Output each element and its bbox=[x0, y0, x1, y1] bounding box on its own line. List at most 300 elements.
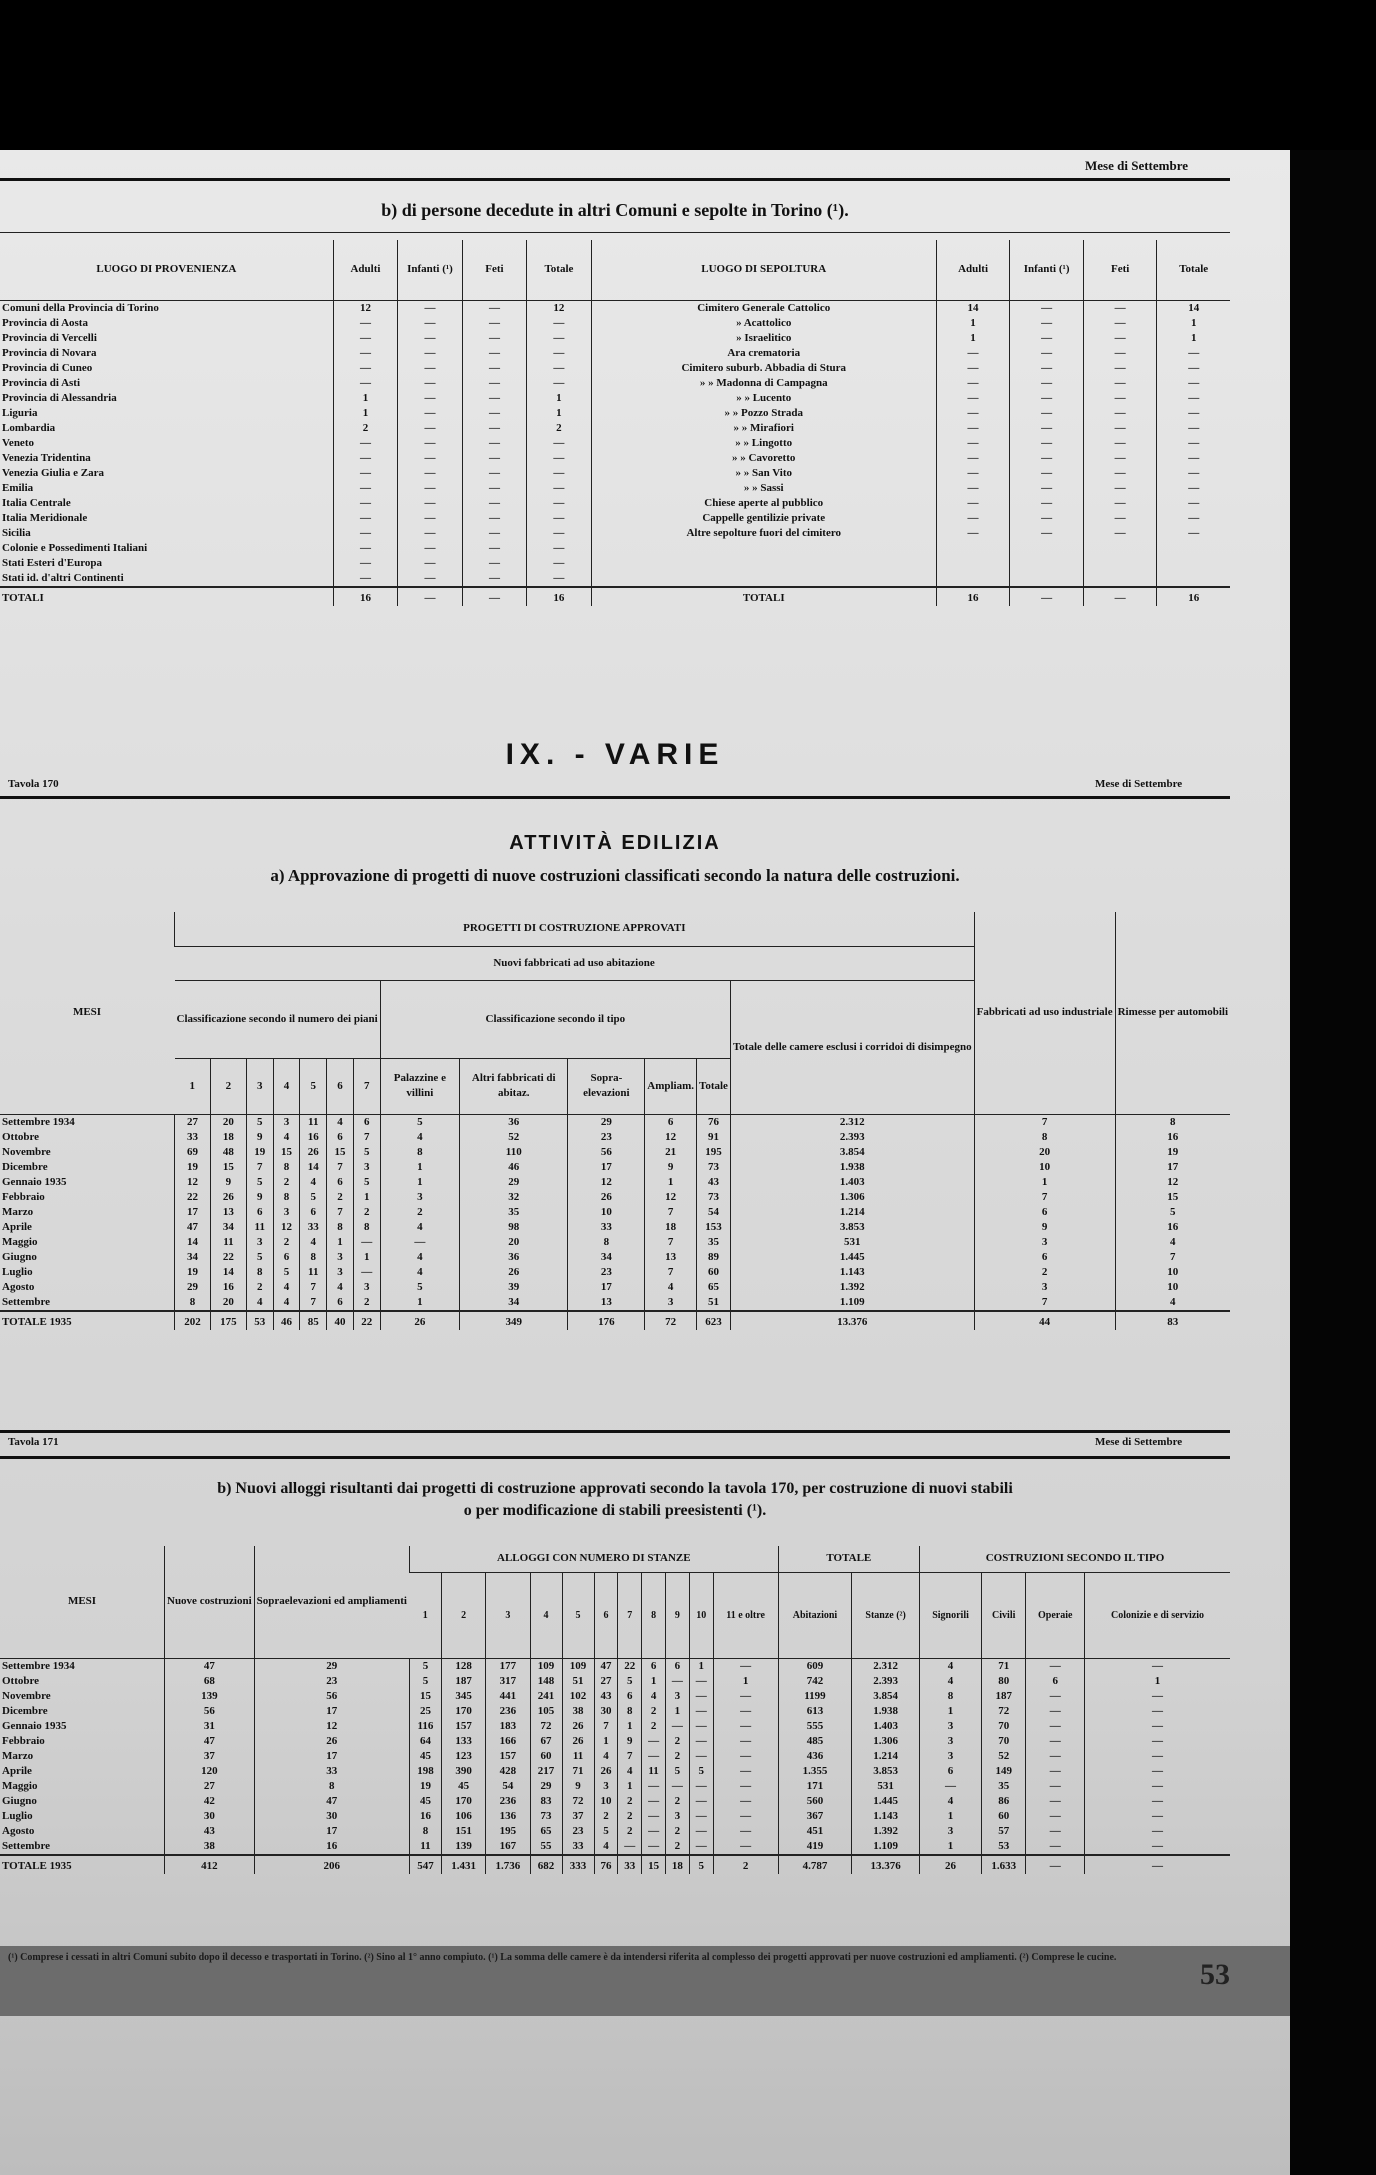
table-cell: — bbox=[527, 556, 591, 571]
table-cell: 5 bbox=[353, 1175, 380, 1190]
table-cell: 206 bbox=[254, 1855, 409, 1874]
table-cell: 32 bbox=[460, 1190, 568, 1205]
table-cell: 30 bbox=[165, 1809, 255, 1824]
tavola-171-month: Mese di Settembre bbox=[1095, 1436, 1183, 1448]
col-fetuses-2: Feti bbox=[1083, 240, 1157, 300]
table-cell: 560 bbox=[778, 1794, 852, 1809]
table-cell: Sicilia bbox=[2, 526, 31, 539]
table-cell: — bbox=[527, 436, 591, 451]
subhead-cell: 5 bbox=[300, 1058, 327, 1114]
table-cell: 3.853 bbox=[852, 1764, 920, 1779]
table-cell: 10 bbox=[1115, 1280, 1230, 1295]
table-row bbox=[0, 511, 1230, 526]
table-cell: 83 bbox=[1115, 1311, 1230, 1330]
table-cell: — bbox=[1085, 1839, 1230, 1855]
table-cell: 7 bbox=[594, 1719, 618, 1734]
table-cell: — bbox=[1010, 436, 1084, 451]
table-cell: 139 bbox=[165, 1689, 255, 1704]
table-cell: 123 bbox=[441, 1749, 485, 1764]
table-row bbox=[0, 1175, 1230, 1190]
table-row bbox=[0, 1824, 1230, 1839]
table-cell: 17 bbox=[1115, 1160, 1230, 1175]
table-cell: 4 bbox=[594, 1839, 618, 1855]
subhead-cell: 7 bbox=[353, 1058, 380, 1114]
table-cell: 17 bbox=[568, 1280, 645, 1295]
table-cell: 149 bbox=[982, 1764, 1026, 1779]
table-cell: 11 bbox=[642, 1764, 666, 1779]
table-cell: 17 bbox=[254, 1704, 409, 1719]
table-cell: 183 bbox=[486, 1719, 530, 1734]
table-cell: — bbox=[333, 526, 397, 541]
table-cell: 3 bbox=[594, 1779, 618, 1794]
table-cell: 5 bbox=[353, 1145, 380, 1160]
table-cell: Provincia di Novara bbox=[2, 346, 97, 359]
table-cell: 1 bbox=[642, 1674, 666, 1689]
table-cell: Altre sepolture fuori del cimitero bbox=[591, 526, 936, 541]
table-cell: 10 bbox=[568, 1205, 645, 1220]
table-cell: — bbox=[713, 1809, 778, 1824]
table-cell: — bbox=[1010, 526, 1084, 541]
table-cell: — bbox=[1085, 1689, 1230, 1704]
table-cell: — bbox=[642, 1809, 666, 1824]
table-cell: — bbox=[527, 571, 591, 587]
subhead-cell: Palazzine e villini bbox=[380, 1058, 459, 1114]
table-cell: 20 bbox=[460, 1235, 568, 1250]
table-cell: — bbox=[462, 436, 526, 451]
table-cell: — bbox=[333, 556, 397, 571]
table-cell: 3 bbox=[920, 1719, 982, 1734]
subhead-cell: 10 bbox=[689, 1572, 713, 1658]
table-cell: 8 bbox=[246, 1265, 273, 1280]
table-cell: — bbox=[527, 511, 591, 526]
table-cell: 3 bbox=[974, 1235, 1115, 1250]
table-cell: 91 bbox=[697, 1130, 731, 1145]
table-cell: — bbox=[936, 436, 1010, 451]
table-cell: — bbox=[1010, 316, 1084, 331]
table-cell: — bbox=[1085, 1704, 1230, 1719]
table-cell: 43 bbox=[594, 1689, 618, 1704]
table-cell: 7 bbox=[353, 1130, 380, 1145]
subhead-cell: 4 bbox=[530, 1572, 562, 1658]
table-cell: 53 bbox=[246, 1311, 273, 1330]
table-cell: 12 bbox=[1115, 1175, 1230, 1190]
table-row bbox=[0, 1190, 1230, 1205]
table-cell: 34 bbox=[460, 1295, 568, 1311]
dwellings-table bbox=[0, 1546, 1230, 1874]
table-cell: 57 bbox=[982, 1824, 1026, 1839]
table-cell: 128 bbox=[441, 1658, 485, 1674]
head-totale-camere: Totale delle camere esclusi i corridoi di disimpegno bbox=[730, 980, 974, 1114]
table-cell: — bbox=[398, 300, 462, 316]
table-cell: 4 bbox=[273, 1295, 300, 1311]
table-cell: — bbox=[936, 361, 1010, 376]
table-row bbox=[0, 1145, 1230, 1160]
table-cell: 1 bbox=[713, 1674, 778, 1689]
table-cell: 1 bbox=[645, 1175, 697, 1190]
table-cell: 12 bbox=[333, 300, 397, 316]
col-burial: LUOGO DI SEPOLTURA bbox=[591, 240, 936, 300]
table-cell: 36 bbox=[460, 1114, 568, 1130]
table-cell: 27 bbox=[175, 1114, 211, 1130]
table-cell: — bbox=[398, 451, 462, 466]
table-cell: 15 bbox=[642, 1855, 666, 1874]
col-origin: LUOGO DI PROVENIENZA bbox=[0, 240, 333, 300]
table-cell: — bbox=[462, 391, 526, 406]
table-cell: » » Madonna di Campagna bbox=[591, 376, 936, 391]
table-cell: 73 bbox=[530, 1809, 562, 1824]
table-cell bbox=[1010, 541, 1084, 556]
table-row bbox=[0, 1674, 1230, 1689]
head-nuovi: Nuovi fabbricati ad uso abitazione bbox=[175, 946, 975, 980]
table-cell: 1.445 bbox=[852, 1794, 920, 1809]
table-cell: 171 bbox=[778, 1779, 852, 1794]
table-cell: Febbraio bbox=[2, 1734, 45, 1747]
table-row bbox=[0, 1704, 1230, 1719]
table-cell: — bbox=[1157, 346, 1230, 361]
tavola-170-label: Tavola 170 bbox=[8, 778, 59, 790]
table-cell: Aprile bbox=[2, 1220, 32, 1233]
subhead-cell: Sopra-elevazioni bbox=[568, 1058, 645, 1114]
table-cell: — bbox=[398, 511, 462, 526]
table-cell: TOTALE 1935 bbox=[0, 1855, 165, 1874]
table-cell: 14 bbox=[210, 1265, 246, 1280]
table-cell: 139 bbox=[441, 1839, 485, 1855]
table-cell: 1 bbox=[333, 391, 397, 406]
table-cell: 8 bbox=[273, 1190, 300, 1205]
table-cell: — bbox=[936, 466, 1010, 481]
table-cell: 1.306 bbox=[852, 1734, 920, 1749]
table-cell: 4 bbox=[300, 1235, 327, 1250]
table-cell: 2 bbox=[353, 1295, 380, 1311]
col-infants: Infanti (¹) bbox=[398, 240, 462, 300]
table-cell: 4 bbox=[380, 1250, 459, 1265]
table-cell: 109 bbox=[562, 1658, 594, 1674]
table-cell: Venezia Giulia e Zara bbox=[2, 466, 104, 479]
table-cell: 19 bbox=[175, 1160, 211, 1175]
table-cell: 12 bbox=[527, 300, 591, 316]
table-cell: 16 bbox=[936, 587, 1010, 606]
table-cell: TOTALE 1935 bbox=[0, 1311, 175, 1330]
table-cell: 8 bbox=[409, 1824, 441, 1839]
table-cell: 10 bbox=[1115, 1265, 1230, 1280]
table-cell: 47 bbox=[594, 1658, 618, 1674]
table-cell: 3 bbox=[645, 1295, 697, 1311]
table-cell: 34 bbox=[568, 1250, 645, 1265]
table-cell: 26 bbox=[562, 1734, 594, 1749]
table-cell: Giugno bbox=[2, 1250, 37, 1263]
table-cell: 1 bbox=[333, 406, 397, 421]
table-cell: 5 bbox=[273, 1265, 300, 1280]
table-cell: 1.938 bbox=[730, 1160, 974, 1175]
table-cell: — bbox=[689, 1704, 713, 1719]
table-cell: 1 bbox=[380, 1160, 459, 1175]
table-cell: Gennaio 1935 bbox=[2, 1175, 67, 1188]
activity-rule bbox=[0, 796, 1230, 799]
table-cell: — bbox=[936, 511, 1010, 526]
table-cell: 349 bbox=[460, 1311, 568, 1330]
table-row bbox=[0, 361, 1230, 376]
table-cell: 1 bbox=[380, 1175, 459, 1190]
subhead-cell: 3 bbox=[246, 1058, 273, 1114]
table-cell: 10 bbox=[594, 1794, 618, 1809]
table-cell: — bbox=[1085, 1824, 1230, 1839]
table-cell: 25 bbox=[409, 1704, 441, 1719]
col-mesi: MESI bbox=[0, 912, 175, 1114]
table-cell: 5 bbox=[246, 1114, 273, 1130]
table-cell: — bbox=[689, 1794, 713, 1809]
table-cell: 742 bbox=[778, 1674, 852, 1689]
col-adults: Adulti bbox=[333, 240, 397, 300]
table-cell: 4 bbox=[380, 1130, 459, 1145]
table-cell: — bbox=[1085, 1855, 1230, 1874]
table-cell: 102 bbox=[562, 1689, 594, 1704]
table-cell: 1.109 bbox=[730, 1295, 974, 1311]
table-cell: — bbox=[398, 587, 462, 606]
table-cell: Novembre bbox=[2, 1145, 51, 1158]
table-cell bbox=[1157, 571, 1230, 587]
table-cell: 12 bbox=[175, 1175, 211, 1190]
table-cell: 19 bbox=[175, 1265, 211, 1280]
subhead-cell: 3 bbox=[486, 1572, 530, 1658]
table-cell: 7 bbox=[645, 1205, 697, 1220]
table-cell: — bbox=[713, 1734, 778, 1749]
table-cell: — bbox=[936, 496, 1010, 511]
table-cell: — bbox=[527, 376, 591, 391]
table-cell: 1.403 bbox=[852, 1719, 920, 1734]
table-cell: 5 bbox=[665, 1764, 689, 1779]
table-cell: 7 bbox=[645, 1235, 697, 1250]
table-cell: — bbox=[333, 346, 397, 361]
table-row bbox=[0, 1809, 1230, 1824]
table-cell: — bbox=[527, 466, 591, 481]
total-row bbox=[0, 1855, 1230, 1874]
table-cell: 26 bbox=[562, 1719, 594, 1734]
subhead-cell: 5 bbox=[562, 1572, 594, 1658]
table-cell: 1.431 bbox=[441, 1855, 485, 1874]
table-cell: 64 bbox=[409, 1734, 441, 1749]
table-cell: Provincia di Vercelli bbox=[2, 331, 97, 344]
table-cell: 5 bbox=[380, 1114, 459, 1130]
table-cell: 1.355 bbox=[778, 1764, 852, 1779]
table-cell: 38 bbox=[165, 1839, 255, 1855]
table-cell: 2 bbox=[618, 1794, 642, 1809]
table-cell: 17 bbox=[175, 1205, 211, 1220]
table-cell: 14 bbox=[300, 1160, 327, 1175]
table-cell: — bbox=[1010, 587, 1084, 606]
table-cell: 176 bbox=[568, 1311, 645, 1330]
table-cell: 6 bbox=[974, 1250, 1115, 1265]
table-cell bbox=[1083, 556, 1157, 571]
table-cell: 4 bbox=[380, 1220, 459, 1235]
table-cell: — bbox=[462, 361, 526, 376]
table-cell: — bbox=[462, 526, 526, 541]
table-cell: 23 bbox=[568, 1130, 645, 1145]
table-cell: 26 bbox=[254, 1734, 409, 1749]
top-rule bbox=[0, 178, 1230, 181]
table-cell: — bbox=[1083, 361, 1157, 376]
table-cell: TOTALI bbox=[0, 587, 333, 606]
top-right-header: Mese di Settembre bbox=[1085, 158, 1189, 173]
table-cell: 177 bbox=[486, 1658, 530, 1674]
table-cell: — bbox=[936, 346, 1010, 361]
table-cell: — bbox=[380, 1235, 459, 1250]
table-cell: — bbox=[1083, 587, 1157, 606]
table-cell: 47 bbox=[175, 1220, 211, 1235]
table-cell: 42 bbox=[165, 1794, 255, 1809]
table-cell: 65 bbox=[697, 1280, 731, 1295]
head-tipo: Classificazione secondo il tipo bbox=[380, 980, 730, 1058]
table-cell: 56 bbox=[568, 1145, 645, 1160]
table-cell: — bbox=[462, 331, 526, 346]
table-cell: — bbox=[1010, 466, 1084, 481]
table-cell: Marzo bbox=[2, 1749, 34, 1762]
table-cell: — bbox=[462, 451, 526, 466]
subhead-cell: Civili bbox=[982, 1572, 1026, 1658]
table-cell: 47 bbox=[254, 1794, 409, 1809]
table-cell: 17 bbox=[568, 1160, 645, 1175]
table-cell: 148 bbox=[530, 1674, 562, 1689]
table-cell: 34 bbox=[175, 1250, 211, 1265]
table-cell: — bbox=[462, 406, 526, 421]
table-row bbox=[0, 331, 1230, 346]
table-cell: — bbox=[527, 346, 591, 361]
table-cell: 151 bbox=[441, 1824, 485, 1839]
table-cell: — bbox=[936, 421, 1010, 436]
table-cell: — bbox=[665, 1779, 689, 1794]
table-row bbox=[0, 1114, 1230, 1130]
table-cell: 17 bbox=[254, 1749, 409, 1764]
table-cell: — bbox=[665, 1674, 689, 1689]
table-cell: 29 bbox=[568, 1114, 645, 1130]
table-cell: — bbox=[1026, 1734, 1085, 1749]
table-cell: — bbox=[333, 331, 397, 346]
table-cell: 2 bbox=[273, 1235, 300, 1250]
table-cell: Cimitero suburb. Abbadia di Stura bbox=[591, 361, 936, 376]
table-cell: — bbox=[713, 1749, 778, 1764]
table-cell: 531 bbox=[852, 1779, 920, 1794]
table-cell: — bbox=[1026, 1855, 1085, 1874]
col-nuove: Nuove costruzioni bbox=[165, 1546, 255, 1658]
table-cell: 34 bbox=[210, 1220, 246, 1235]
table-cell: — bbox=[398, 346, 462, 361]
table-row bbox=[0, 406, 1230, 421]
table-cell: 682 bbox=[530, 1855, 562, 1874]
table-cell: 12 bbox=[645, 1190, 697, 1205]
table-cell: 30 bbox=[594, 1704, 618, 1719]
table-cell: 15 bbox=[327, 1145, 354, 1160]
subhead-cell: Totale bbox=[697, 1058, 731, 1114]
table-cell: 29 bbox=[530, 1779, 562, 1794]
table-cell: 3 bbox=[273, 1205, 300, 1220]
table-cell: 20 bbox=[210, 1114, 246, 1130]
deceased-table bbox=[0, 240, 1230, 606]
table-cell: 40 bbox=[327, 1311, 354, 1330]
col-sopra: Sopraelevazioni ed ampliamenti bbox=[254, 1546, 409, 1658]
table-cell: 1.938 bbox=[852, 1704, 920, 1719]
table-cell: — bbox=[1083, 346, 1157, 361]
table-cell: 3 bbox=[353, 1160, 380, 1175]
table-cell: 15 bbox=[1115, 1190, 1230, 1205]
table-cell: 73 bbox=[697, 1160, 731, 1175]
table-cell: 4 bbox=[1115, 1295, 1230, 1311]
table-cell: 4 bbox=[327, 1280, 354, 1295]
new-dwellings-title: b) Nuovi alloggi risultanti dai progetti di costruzione approvati secondo la tavola 170, per costruzione di nuovi stabili bbox=[217, 1480, 1013, 1497]
table-cell: — bbox=[689, 1674, 713, 1689]
table-cell: 3 bbox=[920, 1824, 982, 1839]
table-cell: 2.312 bbox=[852, 1658, 920, 1674]
table-cell: Agosto bbox=[2, 1824, 35, 1837]
table-row bbox=[0, 541, 1230, 556]
subhead-cell: 11 e oltre bbox=[713, 1572, 778, 1658]
table-cell: 14 bbox=[175, 1235, 211, 1250]
table-row bbox=[0, 391, 1230, 406]
table-cell: 19 bbox=[1115, 1145, 1230, 1160]
table-cell: — bbox=[462, 376, 526, 391]
table-cell: — bbox=[462, 587, 526, 606]
table-cell: 35 bbox=[982, 1779, 1026, 1794]
table-cell: Provincia di Aosta bbox=[2, 316, 88, 329]
table-cell: Italia Centrale bbox=[2, 496, 71, 509]
table-row bbox=[0, 436, 1230, 451]
table-cell: — bbox=[462, 541, 526, 556]
table-cell: 7 bbox=[300, 1280, 327, 1295]
table-cell: — bbox=[1083, 406, 1157, 421]
total-row bbox=[0, 1311, 1230, 1330]
table-cell: — bbox=[1157, 451, 1230, 466]
table-cell: 11 bbox=[246, 1220, 273, 1235]
table-cell: 76 bbox=[697, 1114, 731, 1130]
table-cell: 436 bbox=[778, 1749, 852, 1764]
table-cell: 9 bbox=[246, 1190, 273, 1205]
tavola-170-month: Mese di Settembre bbox=[1095, 778, 1183, 790]
table-cell: 85 bbox=[300, 1311, 327, 1330]
table-cell: — bbox=[1085, 1719, 1230, 1734]
table-cell: 2 bbox=[594, 1809, 618, 1824]
table-cell: 26 bbox=[594, 1764, 618, 1779]
table-cell: » Israelitico bbox=[591, 331, 936, 346]
subhead-cell: Signorili bbox=[920, 1572, 982, 1658]
table-cell: — bbox=[1083, 300, 1157, 316]
table-cell: 12 bbox=[645, 1130, 697, 1145]
table-cell: 4 bbox=[594, 1749, 618, 1764]
table-cell: — bbox=[689, 1839, 713, 1855]
table-cell: » Acattolico bbox=[591, 316, 936, 331]
table-cell: — bbox=[462, 316, 526, 331]
table-cell: 14 bbox=[936, 300, 1010, 316]
table-cell: 56 bbox=[165, 1704, 255, 1719]
table-cell: — bbox=[936, 481, 1010, 496]
table-cell: 5 bbox=[380, 1280, 459, 1295]
table-row bbox=[0, 1764, 1230, 1779]
table-cell: 47 bbox=[165, 1734, 255, 1749]
table-cell: Liguria bbox=[2, 406, 38, 419]
table-cell: 7 bbox=[1115, 1250, 1230, 1265]
table-cell: 2 bbox=[665, 1839, 689, 1855]
table-cell: — bbox=[333, 571, 397, 587]
table-cell: 7 bbox=[246, 1160, 273, 1175]
table-cell: — bbox=[713, 1824, 778, 1839]
table-cell: 485 bbox=[778, 1734, 852, 1749]
table-cell: 23 bbox=[254, 1674, 409, 1689]
table-cell: — bbox=[936, 451, 1010, 466]
table-cell: — bbox=[398, 331, 462, 346]
table-cell: 8 bbox=[273, 1160, 300, 1175]
table-cell: — bbox=[936, 391, 1010, 406]
table-cell: — bbox=[689, 1824, 713, 1839]
table-cell: 317 bbox=[486, 1674, 530, 1689]
table-cell: — bbox=[618, 1839, 642, 1855]
table-cell bbox=[1010, 556, 1084, 571]
